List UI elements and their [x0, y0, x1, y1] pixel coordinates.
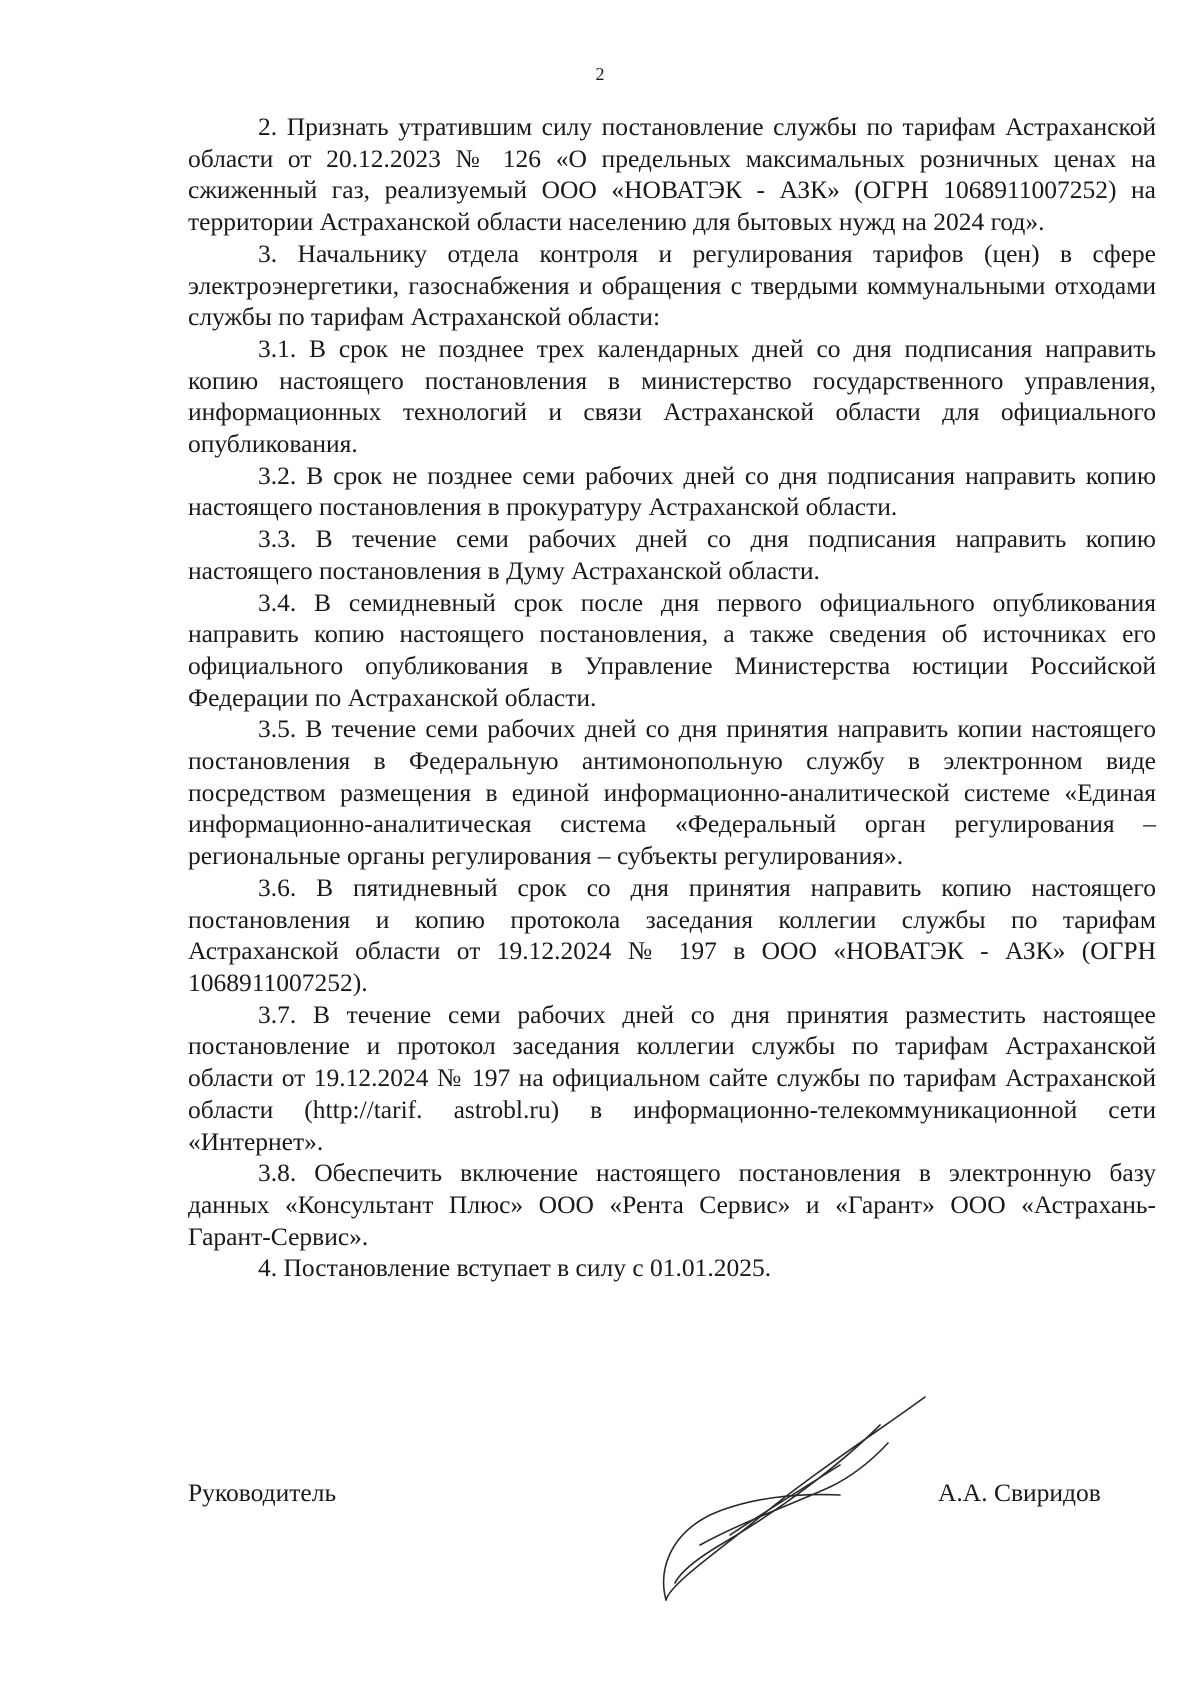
paragraph-3-7: 3.7. В течение семи рабочих дней со дня принятия разместить настоящее постановление и протокол заседания коллегии службы по тарифам Астраханской области от 19.12.2024 № 197 на официальном сайте службы по тарифам Астраханской области (http://tarif. astrobl.ru) в информационно-телекоммуникационной сети «Интернет». [188, 999, 1156, 1156]
paragraph-3: 3. Начальнику отдела контроля и регулирования тарифов (цен) в сфере электроэнергетики, газоснабжения и обращения с твердыми коммунальными отходами службы по тарифам Астраханской области: [188, 238, 1156, 332]
paragraph-3-8: 3.8. Обеспечить включение настоящего постановления в электронную базу данных «Консультант Плюс» ООО «Рента Сервис» и «Гарант» ООО «Астрахань-Гарант-Сервис». [188, 1158, 1156, 1251]
paragraph-4: 4. Постановление вступает в силу с 01.01.2025. [258, 1253, 772, 1283]
paragraph-3-3: 3.3. В течение семи рабочих дней со дня подписания направить копию настоящего постановления в Думу Астраханской области. [188, 524, 1156, 585]
paragraph-3-5: 3.5. В течение семи рабочих дней со дня принятия направить копии настоящего постановления в Федеральную антимонопольную службу в электронном виде посредством размещения в единой информационно-аналитической системе «Единая информационно-аналитическая система «Федеральный орган регулирования – региональные органы регулирования – субъекты регулирования». [188, 714, 1156, 871]
signatory-name: А.А. Свиридов [938, 1478, 1101, 1507]
signatory-position: Руководитель [188, 1478, 337, 1507]
paragraph-3-2: 3.2. В срок не позднее семи рабочих дней со дня подписания направить копию настоящего постановления в прокуратуру Астраханской области. [188, 460, 1156, 522]
paragraph-3-1: 3.1. В срок не позднее трех календарных дней со дня подписания направить копию настоящего постановления в министерство государственного управления, информационных технологий и связи Астраханской области для официального опубликования. [188, 333, 1156, 459]
paragraph-3-4: 3.4. В семидневный срок после дня первого официального опубликования направить копию настоящего постановления, а также сведения об источниках его официального опубликования в Управление Министерства юстиции Российской Федерации по Астраханской области. [188, 587, 1156, 712]
handwritten-signature [640, 1395, 940, 1605]
paragraph-3-6: 3.6. В пятидневный срок со дня принятия направить копию настоящего постановления и копию протокола заседания коллегии службы по тарифам Астраханской области от 19.12.2024 № 197 в ООО «НОВАТЭК - АЗК» (ОГРН 1068911007252). [188, 872, 1156, 997]
page-number: 2 [595, 64, 605, 84]
paragraph-2: 2. Признать утратившим силу постановление службы по тарифам Астраханской области от 20.12.2023 № 126 «О предельных максимальных розничных ценах на сжиженный газ, реализуемый ООО «НОВАТЭК - АЗК» (ОГРН 1068911007252) на территории Астраханской области населению для бытовых нужд на 2024 год». [188, 112, 1156, 237]
document-body [188, 111, 1156, 1284]
